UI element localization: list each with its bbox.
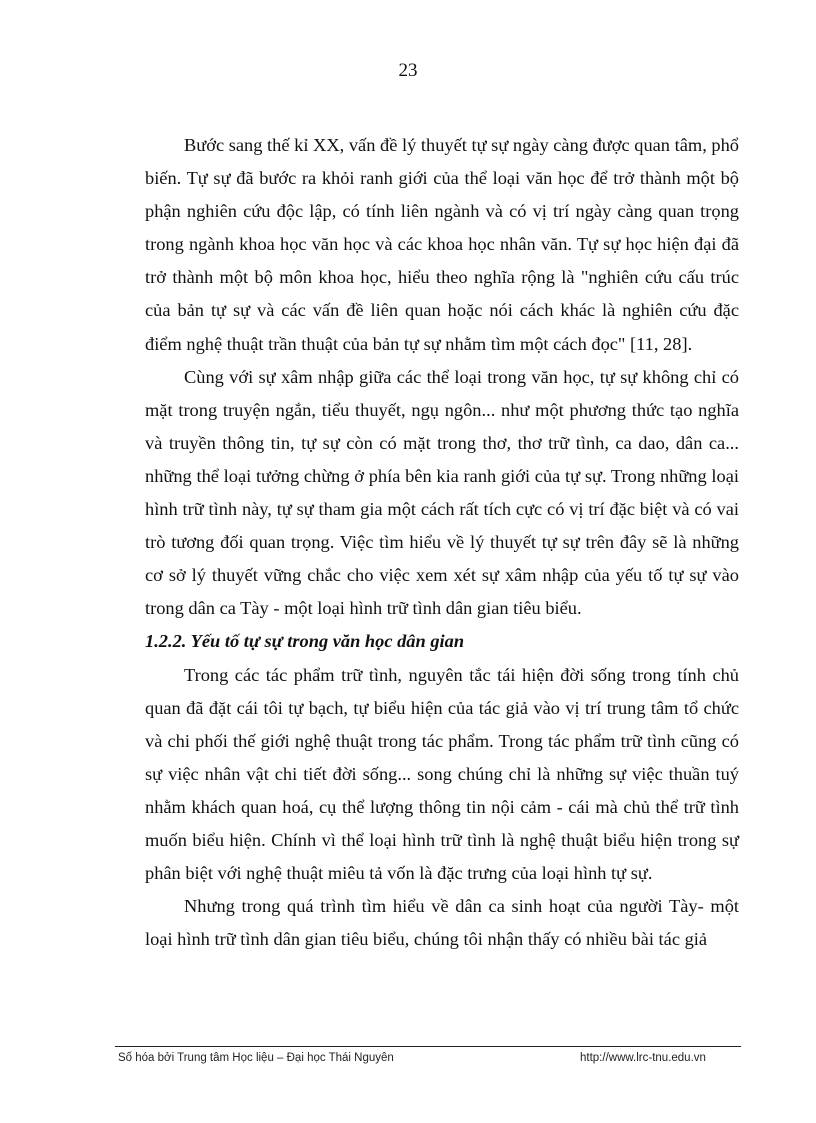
- paragraph-genre-intersection: Cùng với sự xâm nhập giữa các thể loại trong văn học, tự sự không chỉ có mặt trong truyện ngắn, tiểu thuyết, ngụ ngôn... như một phương thức tạo nghĩa và truyền thông tin, tự sự còn có mặt trong thơ, thơ trữ tình, ca dao, dân ca... những thể loại tưởng chừng ở phía bên kia ranh giới của tự sự. Trong những loại hình trữ tình này, tự sự tham gia một cách rất tích cực có vị trí đặc biệt và có vai trò tương đối quan trọng. Việc tìm hiểu về lý thuyết tự sự trên đây sẽ là những cơ sở lý thuyết vững chắc cho việc xem xét sự xâm nhập của yếu tố tự sự vào trong dân ca Tày - một loại hình trữ tình dân gian tiêu biểu.: [145, 366, 739, 619]
- section-heading: 1.2.2. Yếu tố tự sự trong văn học dân gian: [145, 631, 465, 652]
- footer-divider: [115, 1046, 741, 1047]
- page-number: 23: [398, 60, 418, 81]
- paragraph-tay-folk-songs: Nhưng trong quá trình tìm hiểu về dân ca sinh hoạt của người Tày- một loại hình trữ tình dân gian tiêu biểu, chúng tôi nhận thấy có nhiều bài tác giả: [145, 896, 739, 950]
- paragraph-lyric-works: Trong các tác phẩm trữ tình, nguyên tắc tái hiện đời sống trong tính chủ quan đã đặt cái tôi tự bạch, tự biểu hiện của tác giả vào vị trí trung tâm tổ chức và chi phối thế giới nghệ thuật trong tác phẩm. Trong tác phẩm trữ tình cũng có sự việc nhân vật chi tiết đời sống... song chúng chỉ là những sự việc thuần tuý nhằm khách quan hoá, cụ thể lượng thông tin nội cảm - cái mà chủ thể trữ tình muốn biểu hiện. Chính vì thể loại hình trữ tình là nghệ thuật biểu hiện trong sự phân biệt với nghệ thuật miêu tả vốn là đặc trưng của loại hình tự sự.: [145, 664, 739, 884]
- paragraph-narratology-20th-century: Bước sang thế kỉ XX, vấn đề lý thuyết tự sự ngày càng được quan tâm, phổ biến. Tự sự đã bước ra khỏi ranh giới của thể loại văn học để trở thành một bộ phận nghiên cứu độc lập, có tính liên ngành và có vị trí ngày càng quan trọng trong ngành khoa học văn học và các khoa học nhân văn. Tự sự học hiện đại đã trở thành một bộ môn khoa học, hiểu theo nghĩa rộng là "nghiên cứu cấu trúc của bản tự sự và các vấn đề liên quan hoặc nói cách khác là nghiên cứu đặc điểm nghệ thuật trần thuật của bản tự sự nhằm tìm một cách đọc" [11, 28].: [145, 135, 739, 354]
- footer-source: Số hóa bởi Trung tâm Học liệu – Đại học Thái Nguyên: [118, 1052, 394, 1064]
- footer-url: http://www.lrc-tnu.edu.vn: [580, 1052, 706, 1064]
- document-body: [145, 129, 739, 956]
